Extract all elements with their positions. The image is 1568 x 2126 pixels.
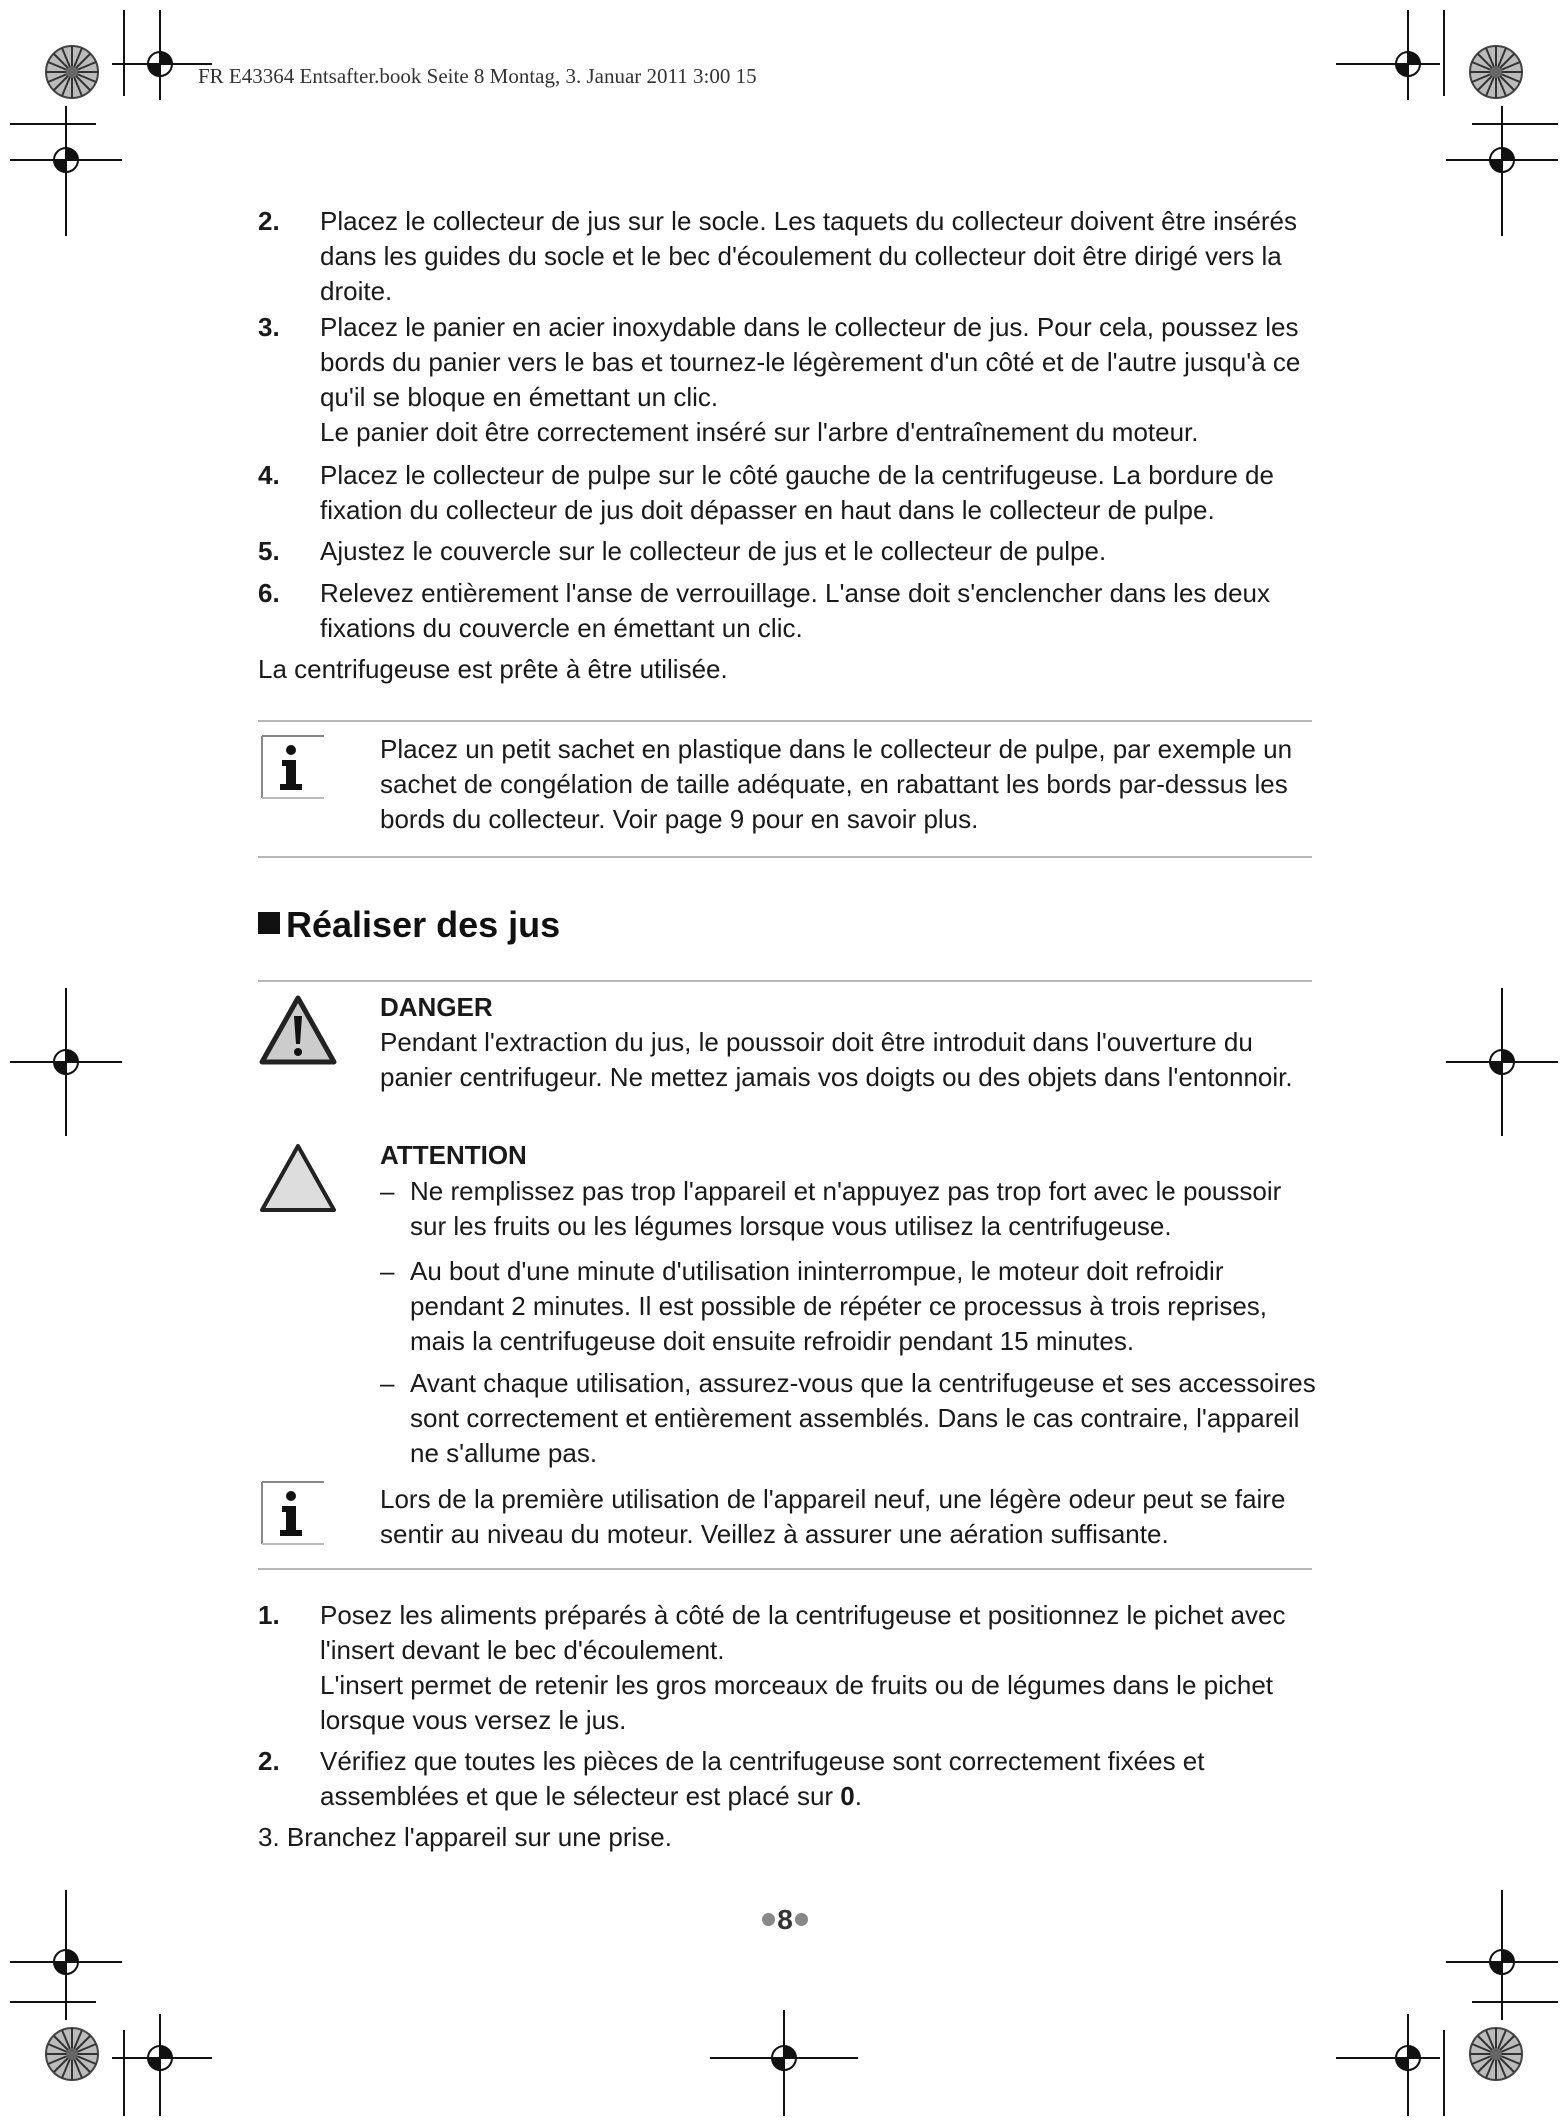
info-icon (258, 732, 328, 802)
dash: – (380, 1368, 395, 1398)
attention-label-text: ATTENTION (380, 1140, 527, 1170)
info-note: Lors de la première utilisation de l'appareil neuf, une légère odeur peut se faire sentir au niveau du moteur. Veillez à assurer une aération suffisante. (380, 1484, 1286, 1549)
dash: – (380, 1176, 395, 1206)
book-header-line: FR E43364 Entsafter.book Seite 8 Montag, 3. Januar 2011 3:00 15 (198, 64, 757, 88)
starburst-icon (46, 2028, 98, 2080)
step-text-tail: . (854, 1781, 862, 1811)
step-extra-text: Le panier doit être correctement inséré sur l'arbre d'entraînement du moteur. (320, 417, 1199, 447)
section-heading (258, 904, 560, 946)
step-number: 5. (258, 536, 280, 566)
starburst-icon (1470, 2028, 1522, 2080)
danger-label: DANGER (380, 992, 493, 1022)
ready-text: La centrifugeuse est prête à être utilisée. (258, 654, 728, 684)
step-text: Ajustez le couvercle sur le collecteur de jus et le collecteur de pulpe. (320, 536, 1107, 566)
danger-block (380, 990, 1320, 1095)
step-text: Relevez entièrement l'anse de verrouillage. L'anse doit s'enclencher dans les deux fixations du couvercle en émettant un clic. (320, 578, 1271, 643)
step-text: Posez les aliments préparés à côté de la centrifugeuse et positionnez le pichet avec l'insert devant le bec d'écoulement. (320, 1600, 1286, 1665)
danger-text: Pendant l'extraction du jus, le poussoir doit être introduit dans l'ouverture du panier centrifugeur. Ne mettez jamais vos doigts ou des objets dans l'entonnoir. (380, 1027, 1293, 1092)
step-6 (258, 576, 1322, 646)
attention-item-text: Ne remplissez pas trop l'appareil et n'appuyez pas trop fort avec le poussoir sur les fruits ou les légumes lorsque vous utilisez la centrifugeuse. (410, 1176, 1282, 1241)
step-number: 1. (258, 1600, 280, 1630)
step-text-main: Vérifiez que toutes les pièces de la centrifugeuse sont correctement fixées et assemblées et que le sélecteur est placé sur (320, 1746, 1205, 1811)
page-number-text: 8 (777, 1904, 793, 1935)
step-number: 2. (258, 1746, 280, 1776)
info-icon (258, 1478, 328, 1548)
step-number: 6. (258, 578, 280, 608)
dash: – (380, 1256, 395, 1286)
step-text (320, 1744, 1322, 1814)
step-text: Placez le panier en acier inoxydable dans le collecteur de jus. Pour cela, poussez les bords du panier vers le bas et tournez-le légèrement d'un côté et de l'autre jusqu'à ce qu'il se bloque en émettant un clic. (320, 312, 1301, 412)
attention-item-text: Au bout d'une minute d'utilisation ininterrompue, le moteur doit refroidir pendant 2 minutes. Il est possible de répéter ce processus à trois reprises, mais la centrifugeuse doit ensuite refroidir pendant 15 minutes. (410, 1256, 1267, 1356)
divider (258, 720, 1312, 722)
starburst-icon (46, 46, 98, 98)
selector-value: 0 (840, 1781, 855, 1811)
divider (258, 856, 1312, 858)
step-3 (258, 310, 1322, 450)
step-text: Placez le collecteur de pulpe sur le côté gauche de la centrifugeuse. La bordure de fixation du collecteur de jus doit dépasser en haut dans le collecteur de pulpe. (320, 460, 1274, 525)
step-3-bottom: 3. Branchez l'appareil sur une prise. (258, 1822, 672, 1852)
divider (258, 980, 1312, 982)
step-number: 2. (258, 206, 280, 236)
step-text: Placez le collecteur de jus sur le socle. Les taquets du collecteur doivent être insérés dans les guides du socle et le bec d'écoulement du collecteur doit être dirigé vers la droite. (320, 206, 1297, 306)
page-number (740, 1904, 830, 1936)
step-number: 4. (258, 460, 280, 490)
step-5 (258, 534, 1322, 569)
step-2-bottom (258, 1744, 1322, 1814)
attention-item (380, 1174, 1320, 1244)
attention-item (380, 1254, 1320, 1359)
starburst-icon (1470, 46, 1522, 98)
step-1 (258, 1598, 1322, 1738)
step-4 (258, 458, 1322, 528)
attention-warning-icon (258, 1142, 338, 1216)
danger-warning-icon (258, 994, 338, 1068)
dot-icon (762, 1913, 775, 1926)
attention-item (380, 1366, 1320, 1471)
dot-icon (795, 1913, 808, 1926)
divider (258, 1568, 1312, 1570)
step-number: 3. (258, 312, 280, 342)
bullet-square-icon (258, 912, 280, 934)
attention-label (380, 1138, 1320, 1173)
step-extra-text: L'insert permet de retenir les gros morceaux de fruits ou de légumes dans le pichet lorsque vous versez le jus. (320, 1670, 1274, 1735)
section-heading-text: Réaliser des jus (286, 904, 561, 945)
attention-item-text: Avant chaque utilisation, assurez-vous que la centrifugeuse et ses accessoires sont correctement et entièrement assemblés. Dans le cas contraire, l'appareil ne s'allume pas. (410, 1368, 1316, 1468)
info-note: Placez un petit sachet en plastique dans le collecteur de pulpe, par exemple un sachet de congélation de taille adéquate, en rabattant les bords par-dessus les bords du collecteur. Voir page 9 pour en savoir plus. (380, 734, 1293, 834)
step-2 (258, 204, 1322, 309)
